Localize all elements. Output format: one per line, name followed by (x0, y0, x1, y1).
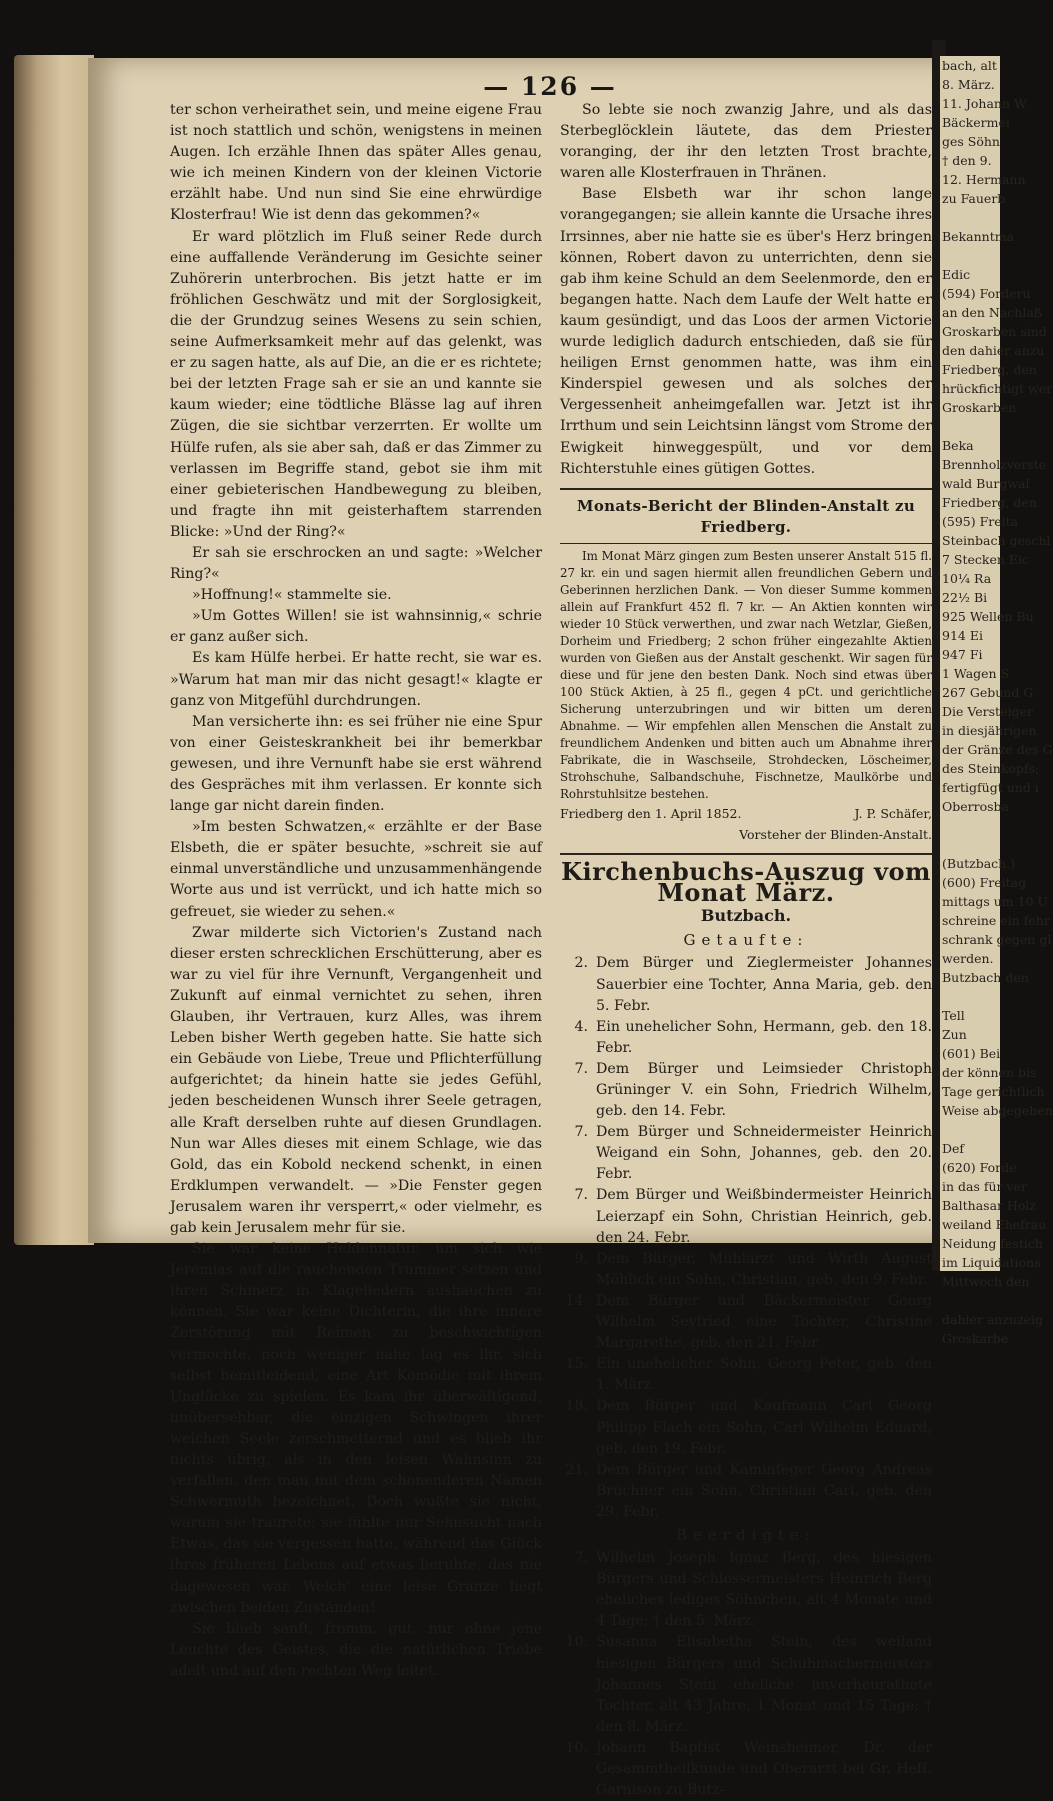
strip-line: † den 9. (942, 153, 992, 168)
buried-heading: Beerdigte: (676, 1525, 816, 1544)
strip-line: mittags um 10 U (942, 894, 1049, 909)
story-end-paragraph: Base Elsbeth war ihr schon lange vorangegangen; sie allein kannte die Ursache ihres Irrsinnes, aber nie hatte sie es über's Herz bringen können, Robert davon zu unterrichten, denn sie gab ihm keine Schuld an dem Seelenmorde, den er begangen hatte. Nach dem Laufe der Welt hatte er kaum gesündigt, und das Loos der armen Victorie wurde lediglich dadurch entschieden, daß sie für heiligen Ernst genommen hatte, was ihm ein Kinderspiel gewesen und als solches der Vergessenheit anheimgefallen war. Jetzt ist ihr Irrthum und sein Leichtsinn längst vom Strome der Ewigkeit hinweggespült, und vor dem Richterstuhle eines gütigen Gottes. (560, 186, 932, 477)
strip-line: 267 Gebund G (942, 685, 1034, 700)
strip-line: Beka (942, 438, 974, 453)
entry-text: Ein unehelicher Sohn, Georg Peter, geb. den 1. März. (596, 1356, 932, 1394)
strip-line: Tell (942, 1008, 965, 1023)
strip-line (940, 246, 1000, 265)
register-entry (560, 1738, 932, 1801)
report-text: Im Monat März gingen zum Besten unserer Anstalt 515 fl. 27 kr. ein und sagen hiermit allen freundlichen Gebern und Geberinnen herzlichen Dank. — Von dieser Summe kommen allein auf Frankfurt 452 fl. 7 kr. — An Aktien konnten wir wieder 10 Stück verwerthen, und zwar nach Wetzlar, Gießen, Dorheim und Friedberg; 2 schon früher eingezahlte Aktien wurden von Gießen aus der Anstalt geschenkt. Wir sagen für diese und für jene den besten Dank. Noch sind etwas über 100 Stück Aktien, à 25 fl., gegen 4 pCt. und gerichtliche Sicherung unterzubringen und wir bitten um deren Abnahme. — Wir empfehlen allen Menschen die Anstalt zu freundlichem Andenken und bitten auch um Abnahme ihrer Fabrikate, die in Waschseile, Strohdecken, Löscheimer, Strohschuhe, Salbandschuhe, Fischnetze, Maulkörbe und Rohrstuhlsitze bestehen. (560, 548, 932, 801)
entry-number: 4. (574, 1018, 588, 1035)
strip-line: der Gränze des G (942, 742, 1053, 757)
entry-text: Dem Bürger und Schneidermeister Heinrich Weigand ein Sohn, Johannes, geb. den 20. Febr. (596, 1124, 932, 1183)
left-paragraph: Sie war keine Heldennatur, um sich wie Jeremias auf die rauchenden Trümmer setzen und ihren Schmerz in Klageliedern aushauchen zu können. Sie war keine Dichterin, die ihre innere Zerstörung mit Reimen zu beschwichtigen vermochte, noch weniger nahe lag es ihr, sich selbst bemitleidend, eine Art Komödie mit ihrem Unglücke zu spielen. Es kam ihr überwältigend, unübersehbar, die einzigen Schwingen ihrer weichen Seele zerschmetternd und es blieb ihr nichts übrig, als in den leisen Wahnsinn zu verfallen, den man mit dem schonenderen Namen Schwermuth bezeichnet. Doch wußte sie nicht, warum sie traurete; sie fühlte nur Sehnsucht nach Etwas, das sie vergessen hatte, während das Glück ihres früheren Lebens auf etwas beruhte, das nie dagewesen war. Welch' eine leise Gränze liegt zwischen beiden Zuständen! (170, 1241, 542, 1616)
left-paragraph: ter schon verheirathet sein, und meine eigene Frau ist noch stattlich und schön, wenigstens in meinen Augen. Ich erzähle Ihnen das später Alles genau, wie ich meinen Kindern von der kleinen Victorie erzählt habe. Und nun sind Sie eine ehrwürdige Klosterfrau! Wie ist denn das gekommen?« (170, 102, 542, 224)
strip-line: bach, alt (942, 58, 997, 73)
story-end (560, 100, 932, 480)
entry-text: Johann Baptist Weinsheimer, Dr. der Gesammtheilkunde und Oberarzt bei Gr. Heſſ. Garnison zu Butz- (596, 1739, 932, 1799)
strip-line (940, 835, 1000, 854)
register-entry (560, 1185, 932, 1248)
divider (560, 488, 932, 490)
strip-line (940, 417, 1000, 436)
register-entry (560, 1354, 932, 1396)
baptized-list (560, 953, 932, 1523)
strip-line: (Butzbach.) (942, 856, 1016, 871)
strip-line: der können bis (942, 1065, 1037, 1080)
left-paragraph: Sie blieb sanft, fromm, gut, nur ohne jene Leuchte des Geistes, die die natürlichen Triebe adelt und auf den rechten Weg leitet. (170, 1620, 542, 1679)
entry-number: 7. (574, 1550, 588, 1567)
register-entry (560, 1017, 932, 1059)
strip-line: dahier anzuzeig (942, 1312, 1043, 1327)
register-entry (560, 1249, 932, 1291)
strip-line: Weise abgegeben (942, 1103, 1053, 1118)
strip-line (940, 208, 1000, 227)
strip-line: Mittwoch den (942, 1274, 1030, 1289)
entry-text: Ein unehelicher Sohn, Hermann, geb. den 18. Febr. (596, 1018, 932, 1056)
buried-list (560, 1548, 932, 1801)
strip-line: Neidung festich (942, 1236, 1043, 1251)
strip-line: (594) Forderu (942, 286, 1031, 301)
strip-line: fertigfügt und i (942, 780, 1039, 795)
strip-line: im Liquidations (942, 1255, 1041, 1270)
register-entry (560, 1548, 932, 1632)
register-entry (560, 1460, 932, 1523)
entry-number: 7. (574, 1124, 588, 1141)
strip-line: schreine ein fehr (942, 913, 1050, 928)
left-paragraph: »Im besten Schwatzen,« erzählte er der Base Elsbeth, die er später besuchte, »schreit sie auf einmal unverständliche und unzusammenhängende Worte aus und ist verrückt, und ich hatte mich so gefreuet, sie wieder zu sehen.« (170, 819, 542, 920)
strip-line (940, 1120, 1000, 1139)
strip-line: des Steinkopfs; (942, 761, 1040, 776)
strip-line: 1 Wagen S (942, 666, 1010, 681)
report-signer: J. P. Schäfer, (854, 805, 932, 821)
strip-line (940, 1291, 1000, 1310)
strip-line: 947 Fi (942, 647, 983, 662)
entry-text: Dem Bürger und Zieglermeister Johannes Sauerbier eine Tochter, Anna Maria, geb. den 5. Febr. (596, 955, 932, 1014)
divider (560, 853, 932, 855)
left-paragraph: »Um Gottes Willen! sie ist wahnsinnig,« schrie er ganz außer sich. (170, 608, 542, 646)
strip-line: Die Versteiger (942, 704, 1033, 719)
strip-line: schrank gegen gl (942, 932, 1052, 947)
report-signer-title: Vorsteher der Blinden-Anstalt. (739, 826, 932, 842)
page-number: — 126 — (483, 72, 617, 101)
left-paragraph: »Hoffnung!« stammelte sie. (192, 587, 392, 604)
entry-text: Dem Bürger und Weißbindermeister Heinrich Leierzapf ein Sohn, Christian Heinrich, geb. den 24. Febr. (596, 1187, 932, 1246)
strip-line: 8. März. (942, 77, 995, 92)
strip-line: Groskarben sind (942, 324, 1047, 339)
strip-line: Oberrosba (942, 799, 1009, 814)
register-entry (560, 1059, 932, 1122)
left-paragraph: Zwar milderte sich Victorien's Zustand nach dieser ersten schrecklichen Erschütterung, aber es war zu viel für ihre Vernunft, Vergangenheit und Zukunft auf einmal vernichtet zu sehen, ihren Glauben, ihr Vertrauen, kurz Alles, was ihrem Leben bisher Werth gegeben hatte. Sie hatte sich ein Gebäude von Liebe, Treue und Pflichterfüllung aufgerichtet; da hinein hatte sie jedes Gefühl, jeden bescheidenen Wunsch ihrer Seele getragen, alle Kraft derselben ruhte auf diesen Grundlagen. Nun war Alles dieses mit einem Schlage, wie das Gold, das ein Kobold neckend schenkt, in einen Erdklumpen verwandelt. — »Die Fenster gegen Jerusalem waren ihr versperrt,« oder vielmehr, es gab kein Jerusalem mehr für sie. (170, 924, 542, 1236)
right-column (560, 100, 932, 1801)
entry-text: Dem Bürger und Kaufmann Carl Georg Philipp Flach ein Sohn, Carl Wilhelm Eduard, geb. den 19. Febr. (596, 1398, 932, 1457)
register-entry (560, 1632, 932, 1737)
strip-line: Bäckermei (942, 115, 1010, 130)
strip-line: hrückfichtigt wer (942, 381, 1053, 396)
strip-line: Friedberg, den (942, 362, 1037, 377)
strip-line: 22½ Bi (942, 590, 988, 605)
entry-number: 10. (565, 1634, 588, 1651)
left-paragraph: Man versicherte ihn: es sei früher nie eine Spur von einer Geisteskrankheit bei ihr bemerkbar gewesen, und ihre Vernunft habe sie erst während des Gespräches mit ihm verlassen. Er konnte sich lange gar nicht darein finden. (170, 713, 542, 815)
register-entry (560, 1396, 932, 1459)
strip-line: 925 Wellen Bu (942, 609, 1034, 624)
left-paragraph: Es kam Hülfe herbei. Er hatte recht, sie war es. »Warum hat man mir das nicht gesagt!« klagte er ganz von Mitgefühl durchdrungen. (170, 650, 542, 709)
strip-line: Zun (942, 1027, 967, 1042)
entry-text: Dem Bürger, Mühlarzt und Wirth August Möhlich ein Sohn, Christian, geb. den 9. Febr. (596, 1250, 932, 1288)
entry-text: Wilhelm Joseph Ignaz Berg, des hiesigen Bürgers und Schlossermeisters Heinrich Berg eheliches lediges Söhnchen, alt 4 Monate und 4 Tage; † den 5. März. (596, 1550, 932, 1630)
register-town: Butzbach. (700, 906, 792, 926)
register-entry (560, 1291, 932, 1354)
report-place-date: Friedberg den 1. April 1852. (560, 805, 742, 821)
strip-line: in diesjährigen (942, 723, 1037, 738)
entry-number: 15. (565, 1356, 588, 1373)
entry-number: 7. (574, 1060, 588, 1077)
entry-number: 9. (574, 1250, 588, 1267)
strip-line: 7 Stecken Eic (942, 552, 1030, 567)
strip-line: Steinbach geschl (942, 533, 1051, 548)
entry-number: 18. (565, 1398, 588, 1415)
strip-line: Butzbach den (942, 970, 1029, 985)
strip-line: in das für ver (942, 1179, 1027, 1194)
strip-line: an den Nachlaß (942, 305, 1043, 320)
strip-line: Brennholzverste (942, 457, 1047, 472)
entry-text: Dem Bürger und Bäckermeister Georg Wilhelm Seyfried eine Tochter, Christine Margarethe, geb. den 21. Febr. (596, 1292, 932, 1352)
entry-number: 2. (574, 955, 588, 972)
strip-line: (600) Freitag (942, 875, 1027, 890)
register-title: Kirchenbuchs-Auszug vom Monat März. (561, 857, 931, 908)
strip-line: 11. Johann W (942, 96, 1027, 111)
book-edge (14, 55, 94, 1245)
baptized-heading: Getaufte: (683, 931, 809, 950)
strip-line (940, 816, 1000, 835)
strip-line: Balthasar Holz (942, 1198, 1036, 1213)
entry-number: 7. (574, 1187, 588, 1204)
strip-line: (595) Freita (942, 514, 1019, 529)
entry-text: Dem Bürger und Leimsieder Christoph Grüninger V. ein Sohn, Friedrich Wilhelm, geb. den 14. Febr. (596, 1060, 932, 1120)
strip-line: Edic (942, 267, 971, 282)
strip-line: 12. Hermann (942, 172, 1026, 187)
next-page-strip (940, 56, 1053, 1346)
strip-line: Groskarbe (942, 1331, 1009, 1346)
entry-number: 10. (565, 1739, 588, 1756)
entry-number: 14. (565, 1292, 588, 1309)
strip-line: Tage gerichtlich (942, 1084, 1045, 1099)
strip-line: weiland Ehefrau (942, 1217, 1047, 1232)
strip-line (940, 987, 1000, 1006)
left-paragraph: Er sah sie erschrocken an und sagte: »Welcher Ring?« (170, 544, 542, 583)
strip-line: Friedberg, den (942, 495, 1037, 510)
strip-line: den dahier anzu (942, 343, 1045, 358)
strip-line: zu Fauerb (942, 191, 1006, 206)
strip-line: werden. (942, 951, 994, 966)
left-column (170, 100, 542, 1682)
left-paragraph: Er ward plötzlich im Fluß seiner Rede durch eine auffallende Veränderung im Gesichte seiner Zuhörerin unterbrochen. Bis jetzt hatte er im fröhlichen Geschwätz und mit der Sorglosigkeit, die der Grundzug seines Wesens zu sein schien, seine Aufmerksamkeit mehr auf das gelenkt, was er zu sagen hatte, als auf Die, an die er es richtete; bei der letzten Frage sah er sie an und kannte sie kaum wieder; eine tödtliche Blässe lag auf ihren Zügen, die sie sichtbar verzerrten. Er wollte um Hülfe rufen, als sie aber sah, daß er das Zimmer zu verlassen im Begriffe stand, gebot sie ihm mit einer gebieterischen Handbewegung zu bleiben, und fragte ihn mit geisterhaftem starrenden Blicke: »Und der Ring?« (170, 228, 542, 540)
entry-text: Susanna Elisabetha Stein, des weiland hiesigen Bürgers und Schuhmachermeisters Johannes Stein eheliche unverheurathete Tochter, alt 43 Jahre, 1 Monat und 15 Tage; † den 8. März. (596, 1634, 932, 1735)
entry-number: 21. (565, 1461, 588, 1478)
strip-line: ges Söhn (942, 134, 1000, 149)
strip-line: Groskarben (942, 400, 1017, 415)
register-entry (560, 953, 932, 1016)
divider (560, 543, 932, 544)
strip-line: 914 Ei (942, 628, 983, 643)
strip-line: (620) Forde (942, 1160, 1017, 1175)
strip-line: wald Burgwal (942, 476, 1030, 491)
strip-line: Def (942, 1141, 965, 1156)
entry-text: Dem Bürger und Kaminfeger Georg Andreas Brüchner ein Sohn, Christian Carl, geb. den 29. Febr. (596, 1461, 932, 1520)
register-entry (560, 1122, 932, 1185)
report-signature-line (560, 803, 932, 824)
strip-line: (601) Bei (942, 1046, 1001, 1061)
strip-line: 10¼ Ra (942, 571, 992, 586)
report-title: Monats-Bericht der Blinden-Anstalt zu Friedberg. (576, 496, 916, 536)
story-end-paragraph: So lebte sie noch zwanzig Jahre, und als das Sterbeglöcklein läutete, das dem Priester voranging, der ihr den letzten Trost brachte, waren alle Klosterfrauen in Thränen. (560, 102, 932, 182)
strip-line: Bekanntma (942, 229, 1015, 244)
